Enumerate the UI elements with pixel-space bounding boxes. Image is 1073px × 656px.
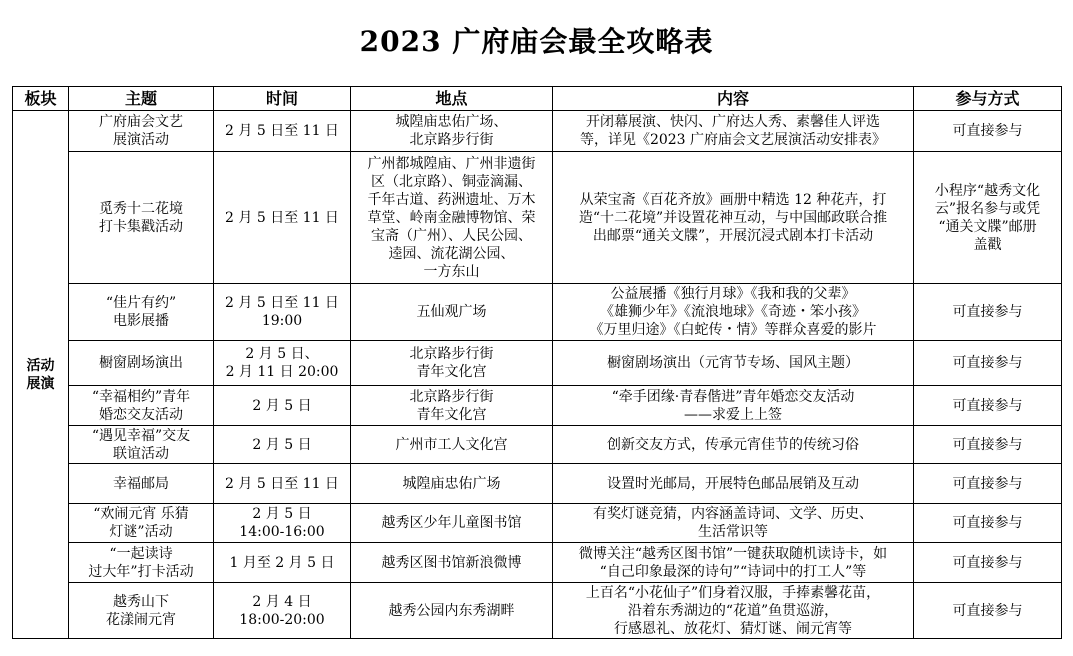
content-cell: 从荣宝斋《百花齐放》画册中精选 12 种花卉，打 造“十二花境”并设置花神互动，与中国邮政联合推 出邮票“通关文牒”，开展沉浸式剧本打卡活动 (553, 152, 914, 284)
place-cell: 越秀区图书馆新浪微博 (351, 543, 553, 583)
time-cell: 2 月 5 日至 11 日 (214, 152, 351, 284)
place-cell: 北京路步行街 青年文化宫 (351, 386, 553, 426)
page-title: 2023 广府庙会最全攻略表 (359, 25, 714, 58)
header-place: 地点 (351, 87, 553, 111)
time-cell: 2 月 5 日至 11 日 19:00 (214, 284, 351, 341)
theme-cell: “一起读诗 过大年”打卡活动 (69, 543, 214, 583)
theme-cell: 橱窗剧场演出 (69, 341, 214, 386)
content-cell: 上百名“小花仙子”们身着汉服，手捧素馨花苗， 沿着东秀湖边的“花道”鱼贯巡游， 行感恩礼、放花灯、猜灯谜、闹元宵等 (553, 583, 914, 639)
table-row (13, 111, 1062, 152)
place-cell: 城隍庙忠佑广场 (351, 464, 553, 504)
place-cell: 北京路步行街 青年文化宫 (351, 341, 553, 386)
place-cell: 五仙观广场 (351, 284, 553, 341)
place-cell: 越秀区少年儿童图书馆 (351, 504, 553, 543)
header-time: 时间 (214, 87, 351, 111)
header-row (13, 87, 1062, 111)
join-cell: 可直接参与 (914, 504, 1062, 543)
guide-table (12, 86, 1062, 639)
place-cell: 广州都城隍庙、广州非遗街 区（北京路）、铜壶滴漏、 千年古道、药洲遗址、万木 草堂、岭南金融博物馆、荣 宝斋（广州）、人民公园、 逵园、流花湖公园、 一方东山 (351, 152, 553, 284)
join-cell: 小程序“越秀文化 云”报名参与或凭 “通关文牒”邮册 盖戳 (914, 152, 1062, 284)
header-join: 参与方式 (914, 87, 1062, 111)
join-cell: 可直接参与 (914, 284, 1062, 341)
join-cell: 可直接参与 (914, 111, 1062, 152)
table-row (13, 152, 1062, 284)
table-row (13, 583, 1062, 639)
time-cell: 2 月 5 日至 11 日 (214, 111, 351, 152)
header-theme: 主题 (69, 87, 214, 111)
content-cell: 橱窗剧场演出（元宵节专场、国风主题） (553, 341, 914, 386)
time-cell: 2 月 5 日、 2 月 11 日 20:00 (214, 341, 351, 386)
section-cell (13, 111, 69, 639)
table-row (13, 464, 1062, 504)
place-cell: 越秀公园内东秀湖畔 (351, 583, 553, 639)
theme-cell: 越秀山下 花漾闹元宵 (69, 583, 214, 639)
time-cell: 2 月 5 日 (214, 386, 351, 426)
content-cell: 公益展播《独行月球》《我和我的父辈》 《雄狮少年》《流浪地球》《奇迹・笨小孩》 《万里归途》《白蛇传・情》等群众喜爱的影片 (553, 284, 914, 341)
table-row (13, 386, 1062, 426)
table-row (13, 543, 1062, 583)
time-cell: 2 月 5 日 (214, 426, 351, 464)
content-cell: 有奖灯谜竞猜，内容涵盖诗词、文学、历史、 生活常识等 (553, 504, 914, 543)
join-cell: 可直接参与 (914, 426, 1062, 464)
join-cell: 可直接参与 (914, 583, 1062, 639)
theme-cell: 幸福邮局 (69, 464, 214, 504)
join-cell: 可直接参与 (914, 543, 1062, 583)
theme-cell: “佳片有约” 电影展播 (69, 284, 214, 341)
header-section: 板块 (13, 87, 69, 111)
content-cell: 微博关注“越秀区图书馆”一键获取随机读诗卡，如 “自己印象最深的诗句”“诗词中的打工人”等 (553, 543, 914, 583)
join-cell: 可直接参与 (914, 341, 1062, 386)
theme-cell: “欢闹元宵 乐猜 灯谜”活动 (69, 504, 214, 543)
time-cell: 2 月 4 日 18:00-20:00 (214, 583, 351, 639)
content-cell: 创新交友方式，传承元宵佳节的传统习俗 (553, 426, 914, 464)
place-cell: 城隍庙忠佑广场、 北京路步行街 (351, 111, 553, 152)
content-cell: 开闭幕展演、快闪、广府达人秀、素馨佳人评选 等，详见《2023 广府庙会文艺展演活动安排表》 (553, 111, 914, 152)
theme-cell: “遇见幸福”交友 联谊活动 (69, 426, 214, 464)
header-content: 内容 (553, 87, 914, 111)
table-row (13, 504, 1062, 543)
join-cell: 可直接参与 (914, 464, 1062, 504)
time-cell: 2 月 5 日至 11 日 (214, 464, 351, 504)
place-cell: 广州市工人文化宫 (351, 426, 553, 464)
section-label: 活动 展演 (26, 357, 55, 392)
join-cell: 可直接参与 (914, 386, 1062, 426)
time-cell: 2 月 5 日 14:00-16:00 (214, 504, 351, 543)
content-cell: “牵手团缘·青春偕进”青年婚恋交友活动 ——求爱上上签 (553, 386, 914, 426)
table-row (13, 341, 1062, 386)
content-cell: 设置时光邮局，开展特色邮品展销及互动 (553, 464, 914, 504)
time-cell: 1 月至 2 月 5 日 (214, 543, 351, 583)
table-row (13, 426, 1062, 464)
theme-cell: 觅秀十二花境 打卡集戳活动 (69, 152, 214, 284)
theme-cell: “幸福相约”青年 婚恋交友活动 (69, 386, 214, 426)
table-row (13, 284, 1062, 341)
theme-cell: 广府庙会文艺 展演活动 (69, 111, 214, 152)
